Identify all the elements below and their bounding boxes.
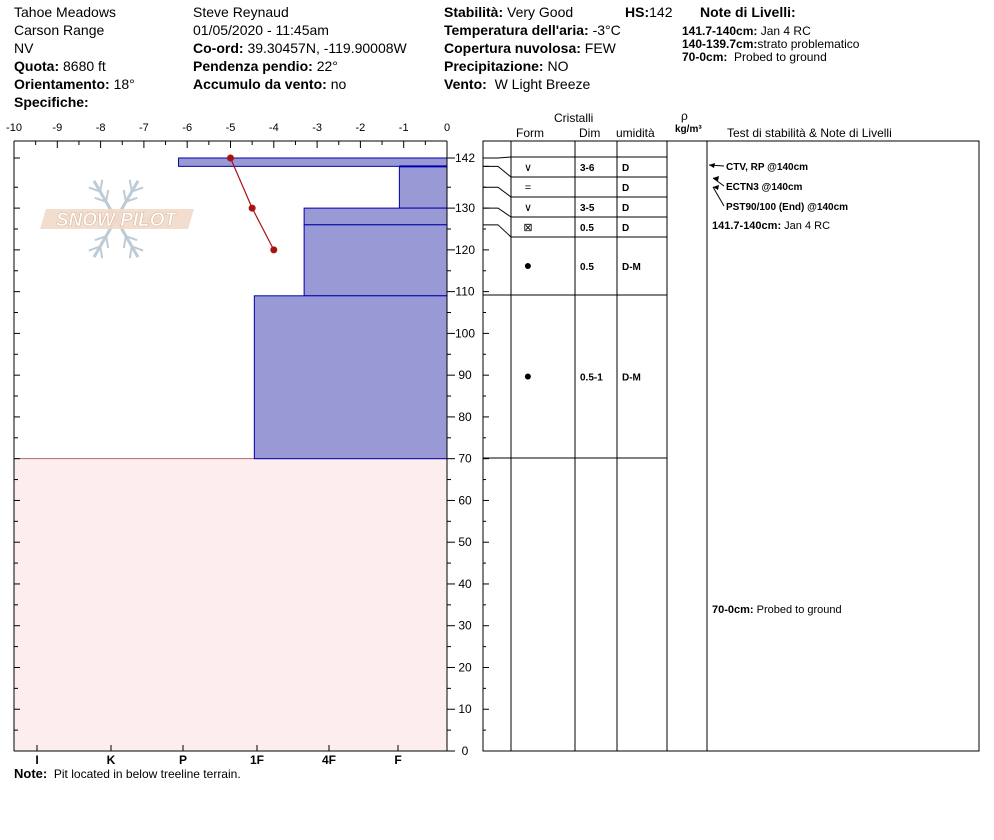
temperature-line: [231, 158, 274, 250]
aspect-label: Orientamento:: [14, 76, 110, 92]
layer-note-2-range: 140-139.7cm:: [682, 37, 758, 51]
range: Carson Range: [14, 22, 105, 38]
layer-moisture: D: [622, 163, 630, 174]
table-layer-note-text: Jan 4 RC: [781, 220, 831, 232]
snowflake-branch: [130, 246, 132, 258]
layer-size: 3-5: [580, 203, 595, 214]
slope-value: 22°: [316, 58, 338, 74]
temperature-tick-label: -4: [268, 122, 279, 134]
height-tick-label: 60: [458, 493, 472, 508]
air-temp-label: Temperatura dell'aria:: [444, 22, 589, 38]
temperature-point: [270, 246, 277, 253]
snowflake-branch: [100, 246, 102, 258]
layer-form: =: [524, 182, 532, 194]
snowflake-branch: [106, 236, 108, 248]
snowpilot-watermark: [40, 180, 194, 258]
hardness-tick-label: 1F: [249, 753, 265, 767]
wind-load-label: Accumulo da vento:: [193, 76, 327, 92]
layer-form: ⊠: [523, 222, 533, 234]
layer-moisture: D: [622, 183, 630, 194]
aspect-value: 18°: [113, 76, 135, 92]
layer-table: [483, 141, 979, 751]
moisture-header: umidità: [616, 126, 655, 140]
layer-form: ●: [523, 367, 533, 384]
height-tick-label: 50: [458, 535, 472, 550]
height-tick-label: 142: [454, 151, 476, 165]
temperature-tick-label: -8: [95, 122, 106, 134]
observer: Steve Reynaud: [193, 4, 289, 20]
temperature-tick-label: -1: [398, 122, 409, 134]
stability-label: Stabilità:: [444, 4, 504, 20]
elevation-label: Quota:: [14, 58, 60, 74]
note-label: Note:: [14, 766, 48, 781]
layer-form: ∨: [523, 202, 533, 214]
height-tick-label: 30: [458, 618, 472, 633]
snowflake-branch: [130, 180, 132, 192]
stability-test-label: PST90/100 (End) @140cm: [726, 202, 849, 213]
layer-note-1-range: 141.7-140cm:: [682, 24, 758, 38]
form-header: Form: [516, 126, 544, 140]
wind-load-value: no: [330, 76, 347, 92]
layer-size: 0.5: [580, 223, 594, 234]
layer-size: 0.5: [580, 262, 594, 273]
layer-connector: [483, 187, 511, 197]
hardness-tick-label: P: [178, 753, 188, 767]
crystals-header: Cristalli: [554, 111, 594, 125]
test-arrow-line: [713, 187, 724, 206]
table-layer-note: [712, 220, 830, 232]
height-tick-label: 70: [458, 451, 472, 466]
note-text: Pit located in below treeline terrain.: [53, 767, 241, 781]
layer-note-3-text: Probed to ground: [734, 50, 827, 64]
height-tick-label: 20: [458, 660, 472, 675]
height-tick-label: 130: [454, 201, 476, 216]
layer-note-1-text: Jan 4 RC: [760, 24, 811, 38]
height-tick-label: 10: [458, 702, 472, 717]
table-layer-note-text: Probed to ground: [753, 604, 842, 616]
slope-label: Pendenza pendio:: [193, 58, 313, 74]
temperature-tick-label: -2: [355, 122, 366, 134]
temperature-tick-label: -7: [139, 122, 149, 134]
height-tick-label: 110: [455, 284, 475, 299]
test-arrow-line: [713, 178, 724, 186]
specifics-label: Specifiche:: [14, 94, 89, 110]
temperature-tick-label: -6: [182, 122, 193, 134]
hardness-layer: [399, 166, 447, 208]
temperature-tick-label: 0: [443, 122, 451, 134]
layer-connector: [483, 225, 511, 237]
hardness-profile: [179, 158, 447, 459]
precip-value: NO: [547, 58, 569, 74]
snowflake-branch: [124, 236, 126, 248]
temperature-tick-label: -5: [225, 122, 236, 134]
temperature-point: [227, 155, 234, 162]
layer-form: ●: [523, 257, 533, 273]
state: NV: [14, 40, 34, 56]
layer-moisture: D-M: [622, 262, 641, 273]
cloud-label: Copertura nuvolosa:: [444, 40, 581, 56]
layer-moisture: D: [622, 203, 630, 214]
location: Tahoe Meadows: [14, 4, 116, 20]
height-tick-label: 40: [458, 576, 472, 591]
test-arrow-head: [709, 163, 715, 168]
layer-form: ∨: [523, 162, 533, 174]
hardness-layer: [304, 208, 447, 225]
height-tick-label: 90: [458, 368, 472, 383]
air-temp-value: -3°C: [592, 22, 621, 38]
elevation-value: 8680 ft: [63, 58, 106, 74]
precip-label: Precipitazione:: [444, 58, 544, 74]
stability-test-label: ECTN3 @140cm: [726, 182, 803, 193]
table-layer-note: [712, 604, 842, 616]
height-tick-label: 80: [458, 409, 472, 424]
layer-note-3-range: 70-0cm:: [682, 50, 728, 64]
cloud-value: FEW: [584, 40, 616, 56]
hs-value: 142: [649, 4, 673, 20]
snowflake-branch: [100, 180, 102, 192]
temperature-point: [249, 205, 256, 212]
table-layer-note-range: 141.7-140cm:: [712, 220, 782, 232]
hardness-tick-label: F: [394, 753, 402, 767]
snowflake-branch: [106, 190, 108, 202]
hardness-layer: [254, 296, 447, 459]
table-layer-note-range: 70-0cm:: [712, 604, 754, 616]
no-hardness-zone: [14, 459, 447, 751]
watermark-text: SNOW PILOT: [55, 210, 177, 231]
height-tick-label: 100: [454, 326, 476, 341]
layer-connector: [483, 157, 511, 158]
temperature-tick-label: -10: [6, 122, 22, 134]
tests-header: Test di stabilità & Note di Livelli: [727, 126, 892, 140]
layer-note-2-text: strato problematico: [757, 37, 860, 51]
coords-value: 39.30457N, -119.90008W: [247, 40, 407, 56]
size-header: Dim: [579, 126, 601, 140]
hardness-layer: [304, 225, 447, 296]
snowflake-branch: [124, 190, 126, 202]
layer-size: 3-6: [580, 163, 595, 174]
table-frame: [483, 141, 979, 751]
layer-moisture: D-M: [622, 372, 641, 384]
stability-test-label: CTV, RP @140cm: [726, 162, 809, 173]
hardness-tick-label: K: [106, 753, 116, 767]
hardness-layer: [179, 158, 447, 166]
layer-moisture: D: [622, 223, 630, 234]
datetime: 01/05/2020 - 11:45am: [193, 22, 329, 38]
no-hardness-area: [14, 459, 447, 751]
coords-label: Co-ord:: [193, 40, 244, 56]
wind-label: Vento:: [444, 76, 487, 92]
wind-value: W Light Breeze: [494, 76, 591, 92]
layer-size: 0.5-1: [580, 372, 603, 384]
temperature-profile: [227, 155, 277, 254]
height-tick-label: 120: [454, 242, 476, 257]
height-tick-label: 0: [461, 744, 469, 758]
hs-label: HS:: [625, 4, 650, 20]
layer-connector: [483, 166, 511, 177]
layer-notes-title: Note di Livelli:: [700, 4, 796, 20]
density-unit-header: kg/m³: [675, 124, 702, 135]
stability-value: Very Good: [507, 4, 574, 20]
hardness-tick-label: 4F: [321, 753, 337, 767]
hardness-tick-label: I: [35, 753, 39, 767]
temperature-tick-label: -9: [52, 122, 63, 134]
layer-connector: [483, 208, 511, 217]
rho-header: ρ: [681, 109, 688, 123]
temperature-tick-label: -3: [312, 122, 322, 134]
